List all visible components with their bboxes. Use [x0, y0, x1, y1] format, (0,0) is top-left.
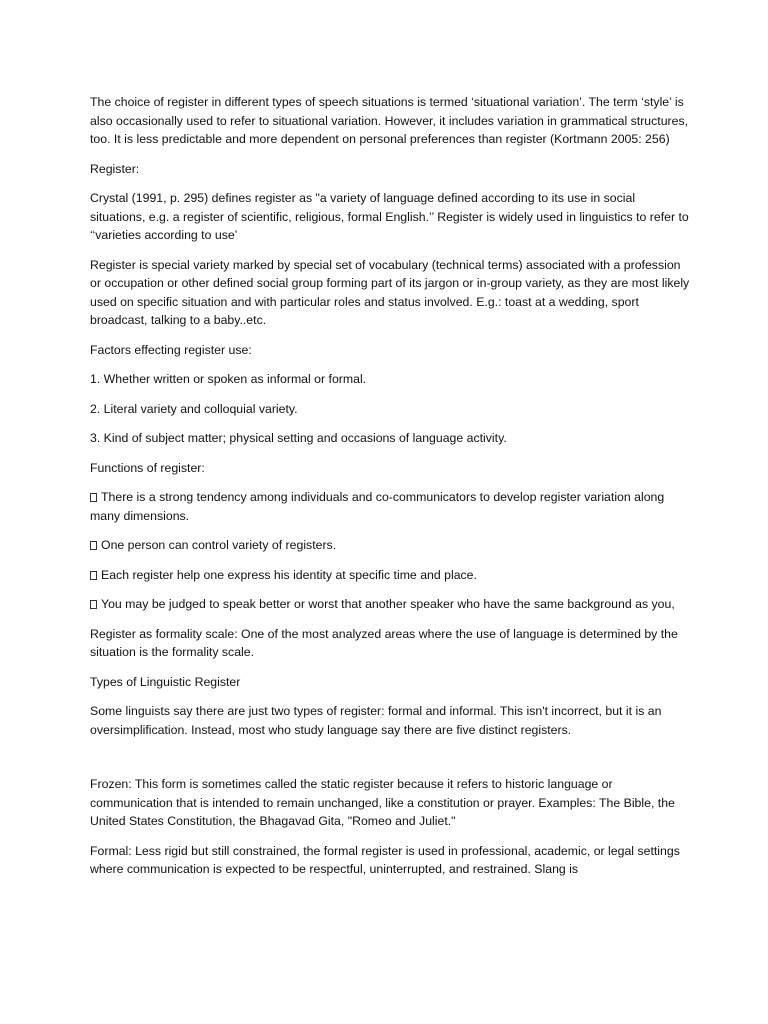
- heading-types-of-register: Types of Linguistic Register: [90, 674, 241, 689]
- function-bullet-item: [90, 595, 690, 614]
- heading-functions: Functions of register:: [90, 460, 205, 475]
- heading-factors: Factors effecting register use:: [90, 342, 252, 357]
- bullet-box-icon: [90, 541, 97, 550]
- paragraph-frozen-register: Frozen: This form is sometimes called the static register because it refers to historic language or communication that is intended to remain unchanged, like a constitution or prayer. Examples: The Bible, the United States Constitution, the Bhagavad Gita, "Romeo and Juliet.": [90, 777, 675, 828]
- paragraph-situational-variation: The choice of register in different types of speech situations is termed ‘situational variation’. The term ‘style’ is also occasionally used to refer to situational variation. However, it includes variation in grammatical structures, too. It is less predictable and more dependent on personal preferences than register (Kortmann 2005: 256): [90, 95, 689, 146]
- bullet-text: There is a strong tendency among individuals and co-communicators to develop register variation along many dimensions.: [90, 490, 665, 523]
- paragraph-formal-register: Formal: Less rigid but still constrained, the formal register is used in professional, academic, or legal settings where communication is expected to be respectful, uninterrupted, and restrained. Slang is: [90, 843, 680, 876]
- bullet-box-icon: [90, 600, 97, 609]
- bullet-text: You may be judged to speak better or worst that another speaker who have the same background as you,: [101, 597, 675, 611]
- paragraph-five-registers: Some linguists say there are just two types of register: formal and informal. This isn't incorrect, but it is an oversimplification. Instead, most who study language say there are five distinct registers.: [90, 704, 662, 737]
- function-bullet-item: [90, 566, 690, 585]
- bullet-box-icon: [90, 493, 97, 502]
- factor-item-1: 1. Whether written or spoken as informal or formal.: [90, 372, 367, 386]
- document-page: [90, 93, 690, 890]
- bullet-text: Each register help one express his identity at specific time and place.: [101, 567, 477, 582]
- factor-item-2: 2. Literal variety and colloquial variety.: [90, 401, 298, 416]
- function-bullet-item: [90, 536, 690, 555]
- function-bullet-item: [90, 488, 690, 525]
- bullet-box-icon: [90, 571, 97, 580]
- bullet-text: One person can control variety of registers.: [101, 538, 337, 552]
- paragraph-register-variety: Register is special variety marked by special set of vocabulary (technical terms) associated with a profession or occupation or other defined social group forming part of its jargon or in-group variety, as they are most likely used on specific situation and with particular roles and status involved. E.g.: toast at a wedding, sport broadcast, talking to a baby..etc.: [90, 257, 690, 327]
- heading-register: Register:: [90, 161, 140, 176]
- factor-item-3: 3. Kind of subject matter; physical setting and occasions of language activity.: [90, 431, 507, 445]
- paragraph-formality-scale: Register as formality scale: One of the most analyzed areas where the use of language is determined by the situation is the formality scale.: [90, 626, 678, 659]
- paragraph-crystal-definition: Crystal (1991, p. 295) defines register as "a variety of language defined according to its use in social situations, e.g. a register of scientific, religious, formal English.’’ Register is widely used in linguistics to refer to ‘‘varieties according to use’: [90, 191, 689, 242]
